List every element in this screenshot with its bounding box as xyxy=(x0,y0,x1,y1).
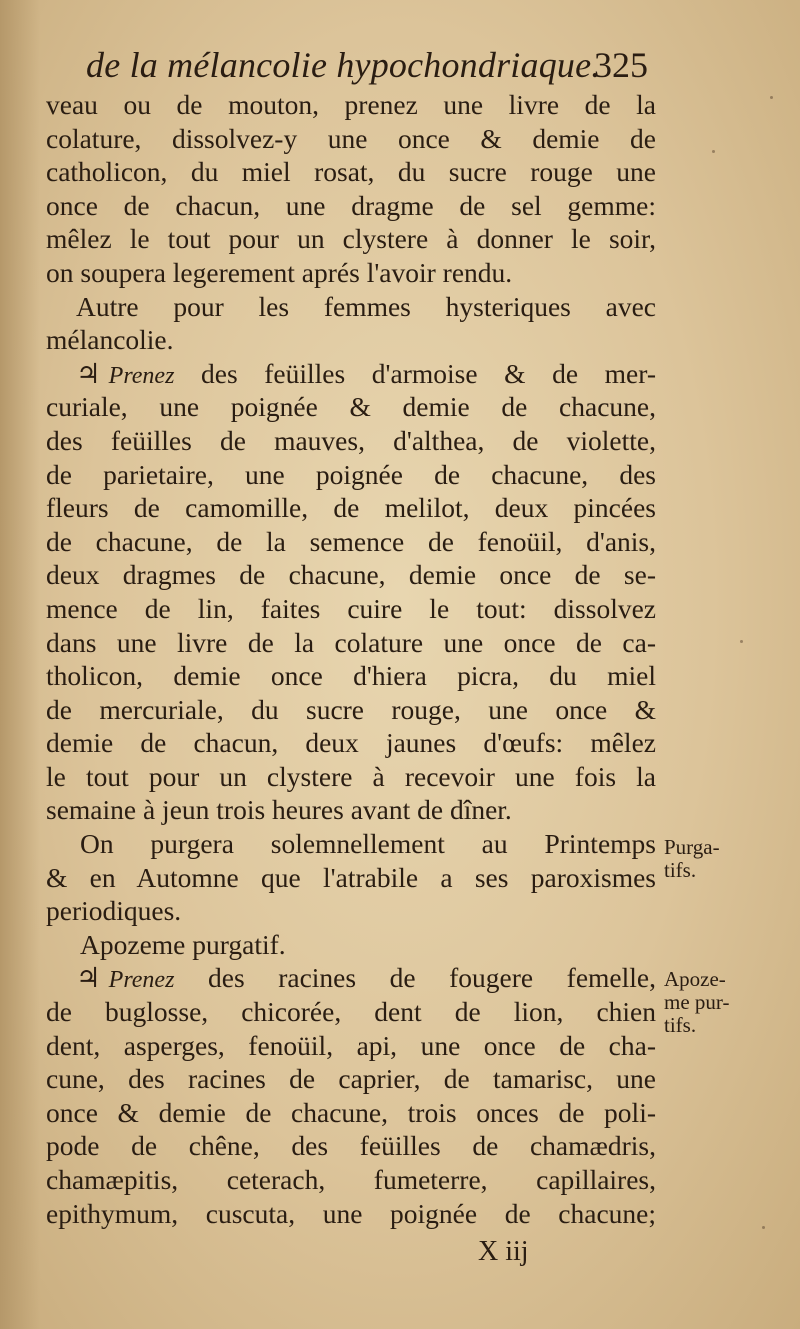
line-text: mêlez le tout pour un clystere à donner le soir, xyxy=(46,223,656,255)
text-line xyxy=(46,1129,656,1163)
text-line xyxy=(46,458,656,492)
text-line xyxy=(46,961,656,995)
margin-note-line: Apoze- xyxy=(664,967,726,991)
text-line xyxy=(46,827,656,861)
line-text: Apozeme purgatif. xyxy=(80,928,286,960)
paper-speck xyxy=(712,150,715,153)
text-line xyxy=(46,760,656,794)
text-line xyxy=(46,189,656,223)
line-text: on soupera legerement aprés l'avoir rendu. xyxy=(46,256,513,288)
text-line xyxy=(46,861,656,895)
line-text: catholicon, du miel rosat, du sucre rouge une xyxy=(46,156,656,188)
text-line xyxy=(46,323,656,357)
signature-mark: X iij xyxy=(478,1236,529,1267)
margin-note-apozeme xyxy=(664,968,774,1037)
body-text xyxy=(46,88,656,1230)
line-text: de chacune, de la semence de fenoüil, d'anis, xyxy=(46,525,656,557)
text-line xyxy=(46,1062,656,1096)
margin-note-line: tifs. xyxy=(664,858,697,882)
line-text: once de chacun, une dragme de sel gemme: xyxy=(46,189,656,221)
text-line xyxy=(46,491,656,525)
text-line xyxy=(46,155,656,189)
text-line xyxy=(46,390,656,424)
line-text: fleurs de camomille, de melilot, deux pincées xyxy=(46,492,656,524)
text-line xyxy=(46,88,656,122)
line-text: deux dragmes de chacune, demie once de se- xyxy=(46,559,656,591)
text-line xyxy=(46,894,656,928)
line-text: dans une livre de la colature une once de ca- xyxy=(46,626,656,658)
margin-note-purgatifs xyxy=(664,836,774,882)
line-text: pode de chêne, des feüilles de chamædris, xyxy=(46,1130,656,1162)
line-text: epithymum, cuscuta, une poignée de chacune; xyxy=(46,1197,656,1229)
line-text: mence de lin, faites cuire le tout: dissolvez xyxy=(46,592,656,624)
text-line xyxy=(46,222,656,256)
margin-note-line: Purga- xyxy=(664,835,720,859)
margin-note-line: me pur- xyxy=(664,990,730,1014)
line-text: once & demie de chacune, trois onces de poli- xyxy=(46,1096,656,1128)
text-line xyxy=(46,525,656,559)
recipe-symbol-icon: ♃ xyxy=(76,962,101,995)
text-line xyxy=(46,1197,656,1231)
text-line xyxy=(46,995,656,1029)
paper-speck xyxy=(762,1226,765,1229)
text-line xyxy=(46,290,656,324)
text-line xyxy=(46,693,656,727)
text-line xyxy=(46,558,656,592)
line-text: curiale, une poignée & demie de chacune, xyxy=(46,391,656,423)
line-text: semaine à jeun trois heures avant de dîner. xyxy=(46,794,512,826)
line-text: On purgera solemnellement au Printemps xyxy=(80,828,656,860)
recipe-keyword: Prenez xyxy=(108,362,175,389)
text-line xyxy=(46,592,656,626)
line-text: & en Automne que l'atrabile a ses paroxismes xyxy=(46,861,656,893)
line-text: des racines de fougere femelle, xyxy=(207,962,657,994)
text-line xyxy=(46,793,656,827)
line-text: cune, des racines de caprier, de tamarisc, une xyxy=(46,1063,656,1095)
line-text: periodiques. xyxy=(46,895,182,927)
line-text: de mercuriale, du sucre rouge, une once & xyxy=(46,693,656,725)
line-text: des feüilles de mauves, d'althea, de violette, xyxy=(46,424,656,456)
line-text: dent, asperges, fenoüil, api, une once de cha- xyxy=(46,1029,656,1061)
text-line xyxy=(46,1163,656,1197)
text-line xyxy=(46,357,656,391)
line-text: de parietaire, une poignée de chacune, des xyxy=(46,458,656,490)
page-header xyxy=(86,38,656,94)
text-line xyxy=(46,626,656,660)
text-line xyxy=(46,256,656,290)
text-line xyxy=(46,1096,656,1130)
page-number: 325 xyxy=(594,45,648,85)
paper-speck xyxy=(770,96,773,99)
margin-note-line: tifs. xyxy=(664,1013,697,1037)
line-text: tholicon, demie once d'hiera picra, du miel xyxy=(46,660,656,692)
text-line xyxy=(46,928,656,962)
recipe-keyword: Prenez xyxy=(108,967,175,994)
running-title: de la mélancolie hypochondriaque. xyxy=(86,45,601,85)
text-line xyxy=(46,1029,656,1063)
text-line xyxy=(46,424,656,458)
text-line xyxy=(46,122,656,156)
line-text: demie de chacun, deux jaunes d'œufs: mêlez xyxy=(46,727,656,759)
recipe-symbol-icon: ♃ xyxy=(76,357,101,390)
line-text: Autre pour les femmes hysteriques avec xyxy=(76,290,656,322)
line-text: mélancolie. xyxy=(46,324,174,356)
text-line xyxy=(46,659,656,693)
line-text: le tout pour un clystere à recevoir une fois la xyxy=(46,760,656,792)
paper-speck xyxy=(740,640,743,643)
line-text: des feüilles d'armoise & de mer- xyxy=(201,357,656,389)
line-text: veau ou de mouton, prenez une livre de la xyxy=(46,89,656,120)
line-text: chamæpitis, ceterach, fumeterre, capillaires, xyxy=(46,1164,656,1195)
page-gutter-shadow xyxy=(0,0,40,1329)
line-text: colature, dissolvez-y une once & demie de xyxy=(46,122,656,154)
text-line xyxy=(46,726,656,760)
line-text: de buglosse, chicorée, dent de lion, chien xyxy=(46,996,656,1028)
